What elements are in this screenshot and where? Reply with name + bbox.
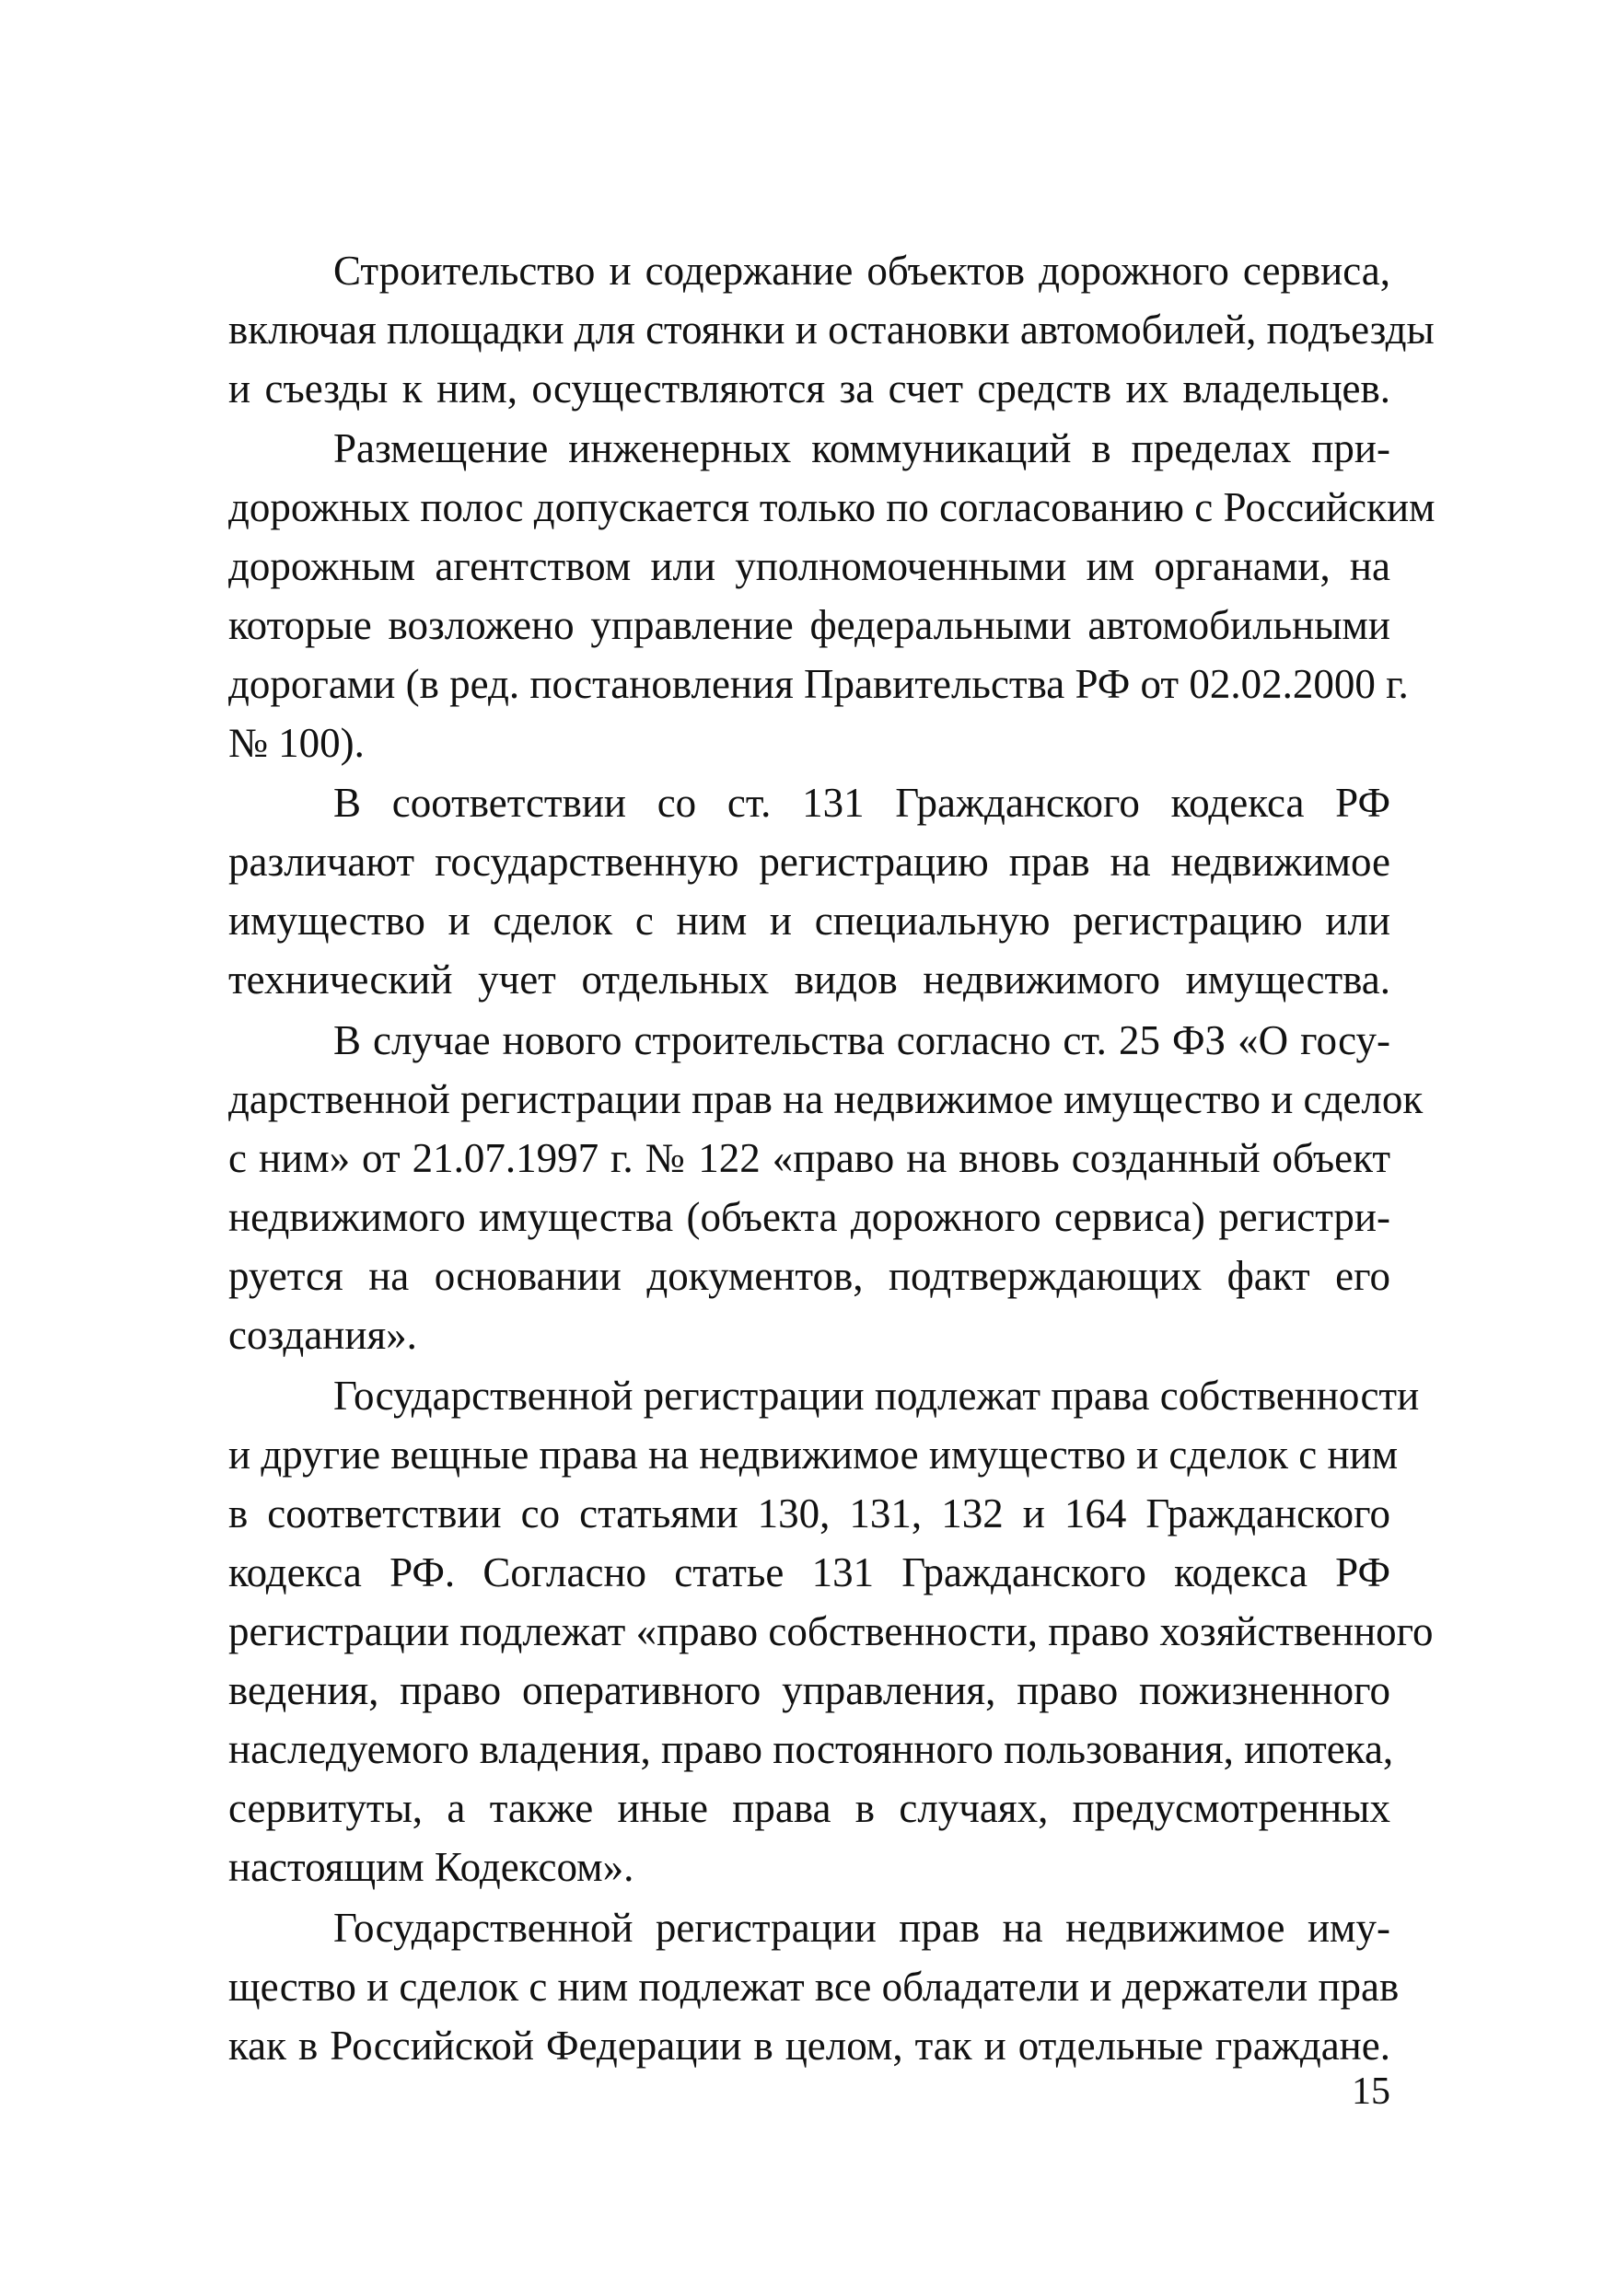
paragraph-1-line-1: Строительство и содержание объектов дорожного сервиса, xyxy=(333,248,1390,294)
paragraph-2-line-1: Размещение инженерных коммуникаций в пределах при- xyxy=(333,425,1390,471)
paragraph-5-line-2: и другие вещные права на недвижимое имущество и сделок с ним xyxy=(228,1432,1399,1478)
paragraph-2-line-4: которые возложено управление федеральными автомобильными xyxy=(228,602,1390,648)
paragraph-2-line-3: дорожным агентством или уполномоченными им органами, на xyxy=(228,543,1390,589)
paragraph-2-line-5: дорогами (в ред. постановления Правительства РФ от 02.02.2000 г. xyxy=(228,661,1409,707)
paragraph-5-line-9: настоящим Кодексом». xyxy=(228,1844,634,1890)
paragraph-5-line-7: наследуемого владения, право постоянного пользования, ипотека, xyxy=(228,1726,1394,1772)
paragraph-4-line-1: В случае нового строительства согласно ст. 25 ФЗ «О госу- xyxy=(333,1017,1390,1063)
paragraph-6-line-1: Государственной регистрации прав на недвижимое иму- xyxy=(333,1905,1390,1951)
paragraph-4-line-2: дарственной регистрации прав на недвижимое имущество и сделок xyxy=(228,1076,1424,1122)
paragraph-6-line-3: как в Российской Федерации в целом, так и отдельные граждане. xyxy=(228,2023,1390,2069)
paragraph-4-line-3: с ним» от 21.07.1997 г. № 122 «право на вновь созданный объект xyxy=(228,1135,1390,1181)
paragraph-3-line-3: имущество и сделок с ним и специальную регистрацию или xyxy=(228,898,1390,944)
paragraph-3-line-1: В соответствии со ст. 131 Гражданского кодекса РФ xyxy=(333,780,1390,826)
paragraph-5-line-4: кодекса РФ. Согласно статье 131 Гражданского кодекса РФ xyxy=(228,1549,1390,1595)
paragraph-1-line-3: и съезды к ним, осуществляются за счет средств их владельцев. xyxy=(228,365,1390,412)
paragraph-2-line-6: № 100). xyxy=(228,720,365,766)
page-number: 15 xyxy=(1352,2070,1390,2113)
paragraph-2-line-2: дорожных полос допускается только по согласованию с Российским xyxy=(228,484,1435,530)
paragraph-4-line-6: создания». xyxy=(228,1312,417,1358)
paragraph-5-line-8: сервитуты, а также иные права в случаях, предусмотренных xyxy=(228,1785,1390,1831)
paragraph-4-line-5: руется на основании документов, подтверждающих факт его xyxy=(228,1253,1390,1299)
paragraph-4-line-4: недвижимого имущества (объекта дорожного сервиса) регистри- xyxy=(228,1194,1390,1240)
paragraph-3-line-2: различают государственную регистрацию прав на недвижимое xyxy=(228,839,1390,885)
paragraph-5-line-5: регистрации подлежат «право собственности, право хозяйственного xyxy=(228,1608,1434,1654)
paragraph-5-line-3: в соответствии со статьями 130, 131, 132 и 164 Гражданского xyxy=(228,1490,1390,1536)
paragraph-6-line-2: щество и сделок с ним подлежат все обладатели и держатели прав xyxy=(228,1964,1400,2010)
paragraph-1-line-2: включая площадки для стоянки и остановки автомобилей, подъезды xyxy=(228,307,1435,353)
paragraph-3-line-4: технический учет отдельных видов недвижимого имущества. xyxy=(228,957,1390,1003)
paragraph-5-line-1: Государственной регистрации подлежат права собственности xyxy=(333,1373,1420,1419)
paragraph-5-line-6: ведения, право оперативного управления, право пожизненного xyxy=(228,1667,1390,1713)
